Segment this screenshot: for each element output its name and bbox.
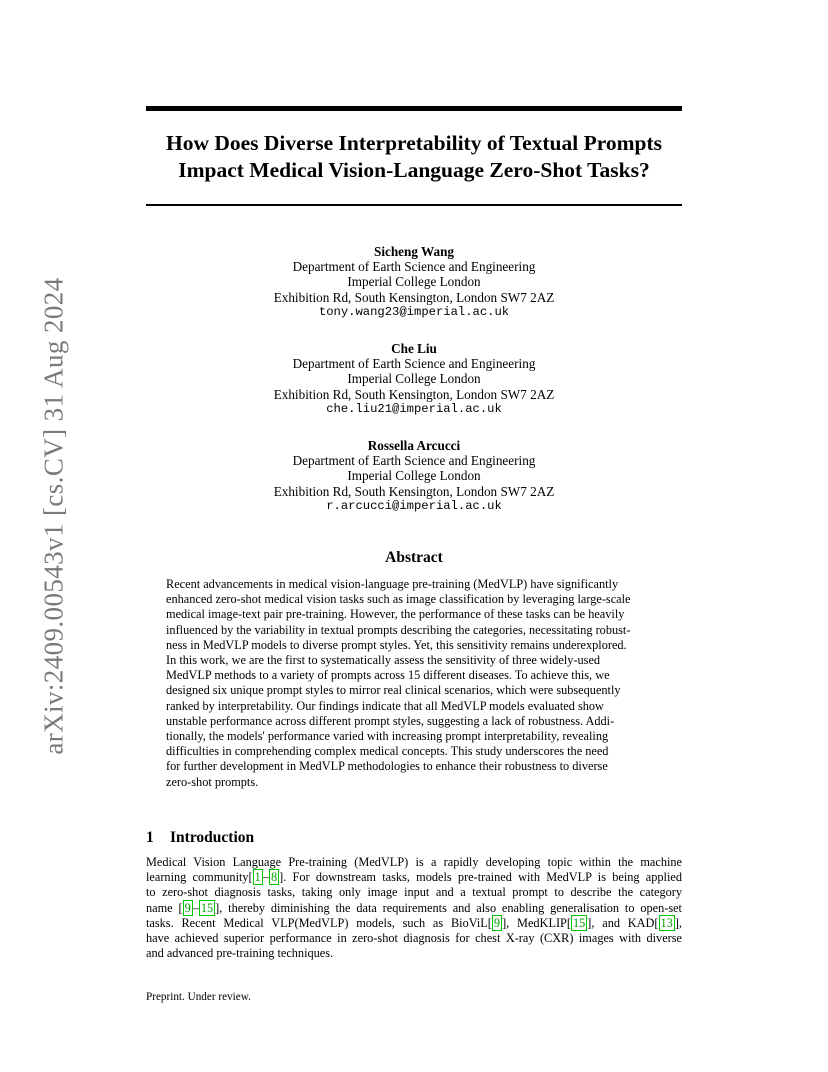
author-block-3 bbox=[146, 438, 682, 514]
citation-link[interactable]: 13 bbox=[660, 915, 673, 930]
author-name: Rossella Arcucci bbox=[367, 438, 461, 453]
intro-text: ], MedKLIP[ bbox=[502, 915, 571, 930]
abstract-line: enhanced zero-shot medical vision tasks such as image classification by leveraging large-scale bbox=[166, 592, 631, 607]
intro-line: to zero-shot diagnosis tasks, taking only image input and a textual prompt to describe the category bbox=[146, 885, 682, 900]
section-number: 1 bbox=[146, 829, 154, 846]
citation-link[interactable]: 15 bbox=[572, 915, 586, 930]
abstract-line: zero-shot prompts. bbox=[166, 774, 259, 789]
intro-line: and advanced pre-training techniques. bbox=[146, 946, 334, 961]
citation-link[interactable]: 15 bbox=[200, 900, 214, 915]
author-department: Department of Earth Science and Engineering bbox=[292, 453, 536, 469]
author-department: Department of Earth Science and Engineering bbox=[292, 259, 536, 275]
citation-link[interactable]: 8 bbox=[270, 870, 278, 885]
author-name: Che Liu bbox=[391, 341, 437, 356]
author-institution: Imperial College London bbox=[347, 371, 481, 387]
intro-text: ]. For downstream tasks, models pre-trained with MedVLP is being applied bbox=[279, 870, 682, 885]
intro-text: learning community[ bbox=[146, 870, 253, 885]
intro-line: have achieved superior performance in zero-shot diagnosis for chest X-ray (CXR) images with diverse bbox=[146, 931, 682, 946]
intro-line bbox=[146, 870, 682, 885]
abstract-body bbox=[166, 577, 662, 790]
abstract-line: tionally, the models' performance varied with increasing prompt interpretability, revealing bbox=[166, 729, 609, 744]
author-address: Exhibition Rd, South Kensington, London SW7 2AZ bbox=[273, 386, 555, 402]
preprint-footer: Preprint. Under review. bbox=[146, 991, 251, 1003]
intro-text: ], and KAD[ bbox=[587, 915, 659, 930]
abstract-line: influenced by the variability in textual prompts describing the categories, necessitating robust- bbox=[166, 622, 631, 637]
citation-link[interactable]: 9 bbox=[493, 915, 501, 930]
abstract-line: Recent advancements in medical vision-language pre-training (MedVLP) have significantly bbox=[166, 577, 619, 591]
abstract-line: difficulties in comprehending complex medical concepts. This study underscores the need bbox=[166, 744, 609, 759]
author-email[interactable]: che.liu21@imperial.ac.uk bbox=[326, 401, 502, 416]
abstract-line: ness in MedVLP models to diverse prompt styles. Yet, this sensitivity remains underexplored. bbox=[166, 637, 627, 652]
abstract-line: designed six unique prompt styles to mirror real clinical scenarios, which were subsequently bbox=[166, 683, 621, 698]
author-email[interactable]: r.arcucci@imperial.ac.uk bbox=[326, 498, 502, 513]
citation-dash: – bbox=[192, 900, 199, 915]
abstract-line: for further development in MedVLP methodologies to enhance their robustness to diverse bbox=[166, 759, 608, 774]
abstract-line: In this work, we are the first to systematically assess the sensitivity of three widely-used bbox=[166, 653, 601, 668]
intro-text: name [ bbox=[146, 900, 183, 915]
author-address: Exhibition Rd, South Kensington, London SW7 2AZ bbox=[273, 289, 555, 305]
intro-line: Medical Vision Language Pre-training (MedVLP) is a rapidly developing topic within the machine bbox=[146, 855, 682, 869]
author-block-2 bbox=[146, 341, 682, 417]
intro-text: tasks. Recent Medical VLP(MedVLP) models, such as BioViL[ bbox=[146, 915, 492, 930]
citation-link[interactable]: 9 bbox=[184, 900, 191, 915]
intro-line bbox=[146, 916, 682, 931]
section-title: Introduction bbox=[170, 829, 255, 846]
intro-text: ], bbox=[674, 915, 682, 930]
paper-title bbox=[146, 130, 682, 184]
author-email[interactable]: tony.wang23@imperial.ac.uk bbox=[318, 304, 510, 319]
abstract-line: unstable performance across different prompt styles, suggesting a lack of robustness. Addi- bbox=[166, 713, 615, 728]
title-top-rule bbox=[146, 106, 682, 111]
intro-line bbox=[146, 901, 682, 916]
title-bottom-rule bbox=[146, 204, 682, 206]
author-name: Sicheng Wang bbox=[373, 244, 454, 259]
arxiv-identifier-stamp: arXiv:2409.00543v1 [cs.CV] 31 Aug 2024 bbox=[38, 277, 69, 755]
author-institution: Imperial College London bbox=[347, 274, 481, 290]
title-line-2: Impact Medical Vision-Language Zero-Shot Tasks? bbox=[178, 158, 650, 182]
abstract-line: medical image-text pair pre-training. However, the performance of these tasks can be heavily bbox=[166, 607, 625, 622]
abstract-line: ranked by interpretability. Our findings indicate that all MedVLP models evaluated show bbox=[166, 698, 604, 713]
introduction-body bbox=[146, 855, 682, 961]
abstract-line: MedVLP methods to a variety of prompts across 15 different diseases. To achieve this, we bbox=[166, 668, 610, 683]
citation-link[interactable]: 1 bbox=[254, 870, 261, 885]
title-line-1: How Does Diverse Interpretability of Textual Prompts bbox=[165, 131, 663, 155]
author-department: Department of Earth Science and Engineering bbox=[292, 356, 536, 372]
intro-text: ], thereby diminishing the data requirements and also enabling generalisation to open-set bbox=[215, 900, 682, 915]
author-address: Exhibition Rd, South Kensington, London SW7 2AZ bbox=[273, 483, 555, 499]
section-heading-introduction bbox=[146, 829, 254, 847]
citation-dash: – bbox=[262, 870, 269, 885]
abstract-heading: Abstract bbox=[385, 549, 443, 566]
author-institution: Imperial College London bbox=[347, 468, 481, 484]
author-block-1 bbox=[146, 244, 682, 320]
